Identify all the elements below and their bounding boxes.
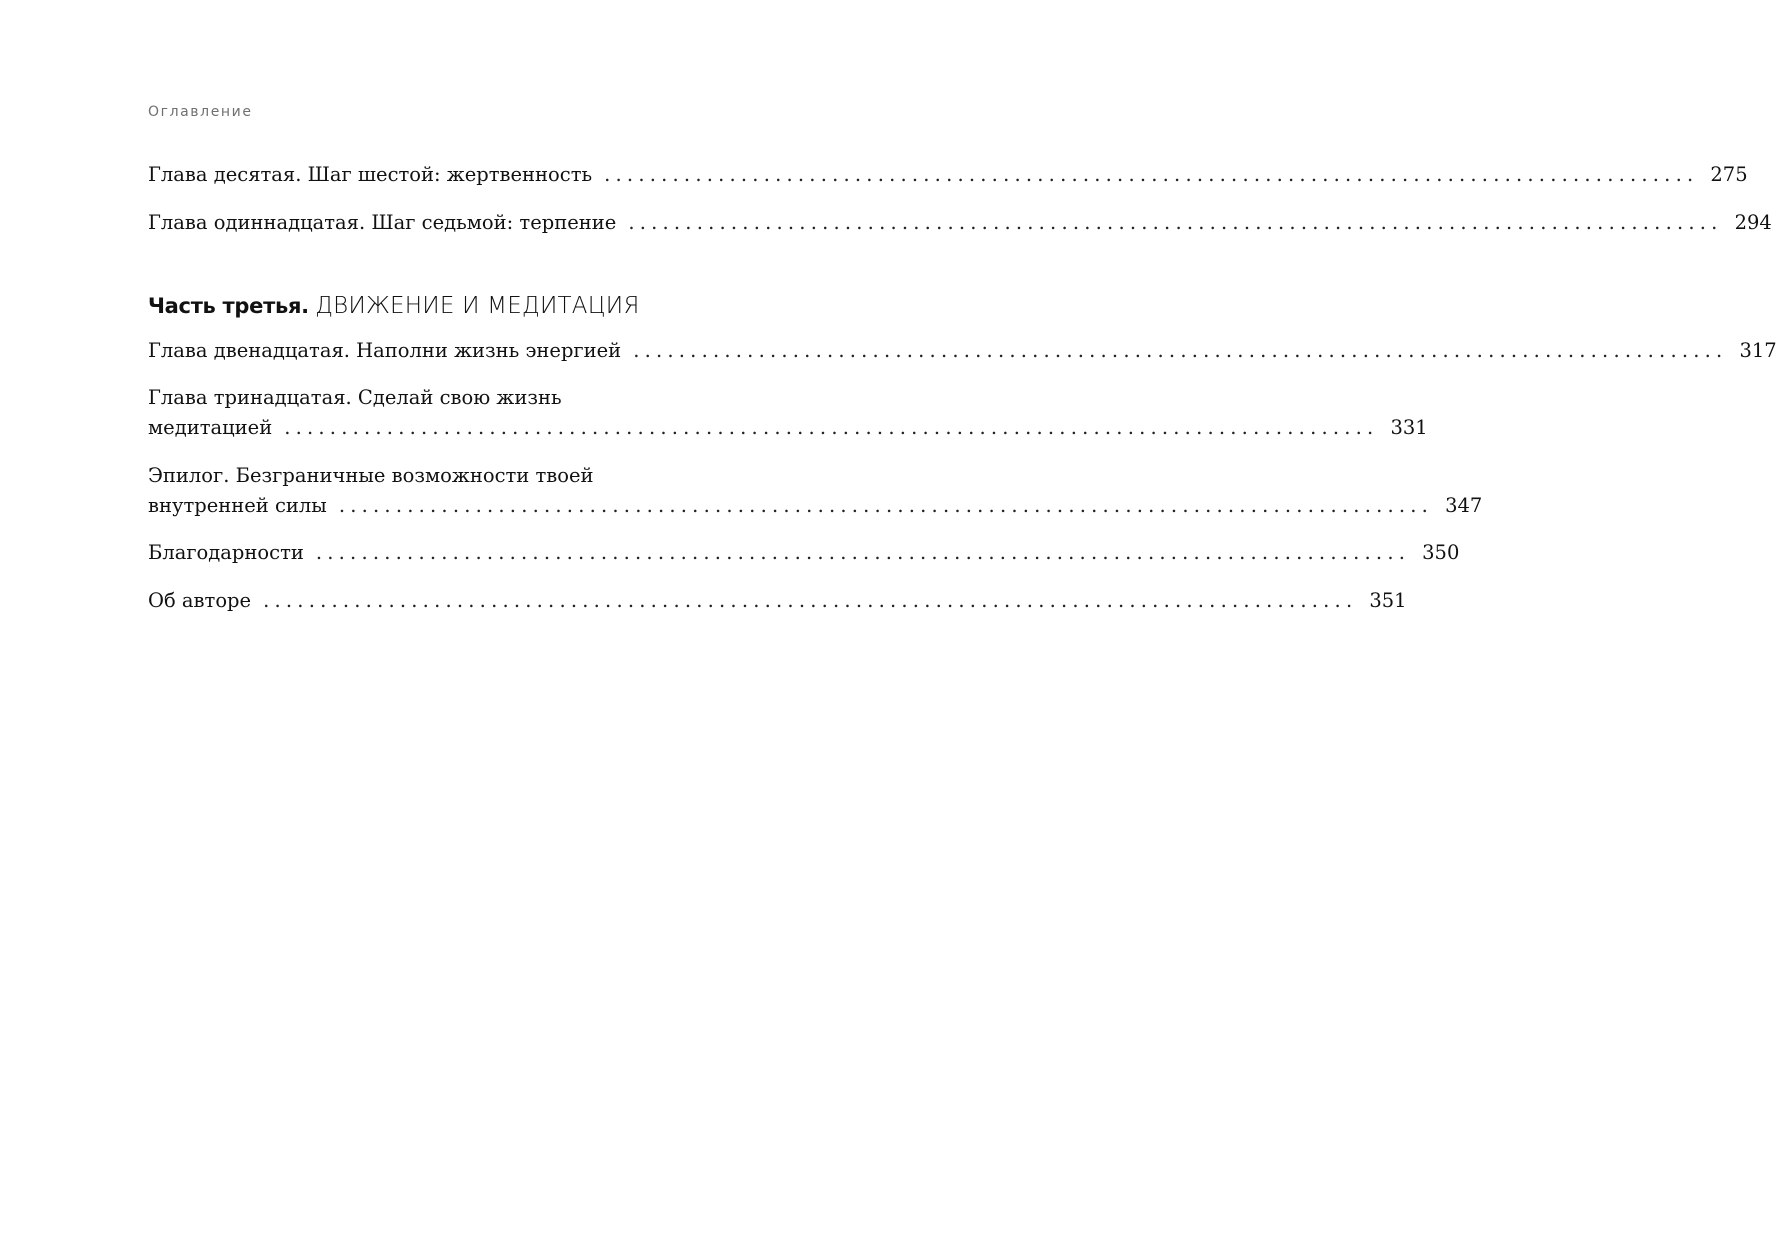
dot-leader: ................................................................................................ [338,494,1434,517]
toc-entry-title: Глава двенадцатая. Наполни жизнь энергией [148,339,622,362]
toc-entry-title: Об авторе [148,589,252,612]
part-heading [148,290,640,322]
toc-entry-page: 351 [1369,589,1407,612]
dot-leader: ................................................................................................ [315,541,1411,564]
toc-entry-page: 350 [1422,541,1460,564]
toc-entry-page: 317 [1739,339,1777,362]
toc-entry-title-line2: внутренней силы [148,494,327,517]
dot-leader: ................................................................................................ [604,163,1699,186]
running-head: Оглавление [148,104,253,120]
dot-leader: ................................................................................................ [263,589,1358,612]
toc-entry-title-line2: медитацией [148,416,273,439]
toc-entry [148,208,1772,238]
toc-entry [148,160,1748,190]
toc-entry-page: 347 [1445,494,1483,517]
part-title: ДВИЖЕНИЕ И МЕДИТАЦИЯ [315,293,640,319]
part-label: Часть третья. [148,294,309,318]
toc-entry [148,538,1460,568]
toc-entry [148,383,1428,443]
toc-entry-page: 275 [1710,163,1748,186]
toc-entry-title: Глава одиннадцатая. Шаг седьмой: терпение [148,211,617,234]
toc-entry-title-line1: Эпилог. Безграничные возможности твоей [148,464,594,487]
toc-entry-page: 294 [1734,211,1772,234]
toc-entry-title: Глава десятая. Шаг шестой: жертвенность [148,163,593,186]
toc-entry [148,586,1407,616]
toc-entry-title-line1: Глава тринадцатая. Сделай свою жизнь [148,386,562,409]
toc-entry [148,336,1777,366]
dot-leader: ................................................................................................ [628,211,1723,234]
toc-entry-title: Благодарности [148,541,304,564]
dot-leader: ................................................................................................ [284,416,1379,439]
toc-entry-page: 331 [1390,416,1428,439]
toc-entry [148,461,1483,521]
dot-leader: ................................................................................................ [633,339,1728,362]
